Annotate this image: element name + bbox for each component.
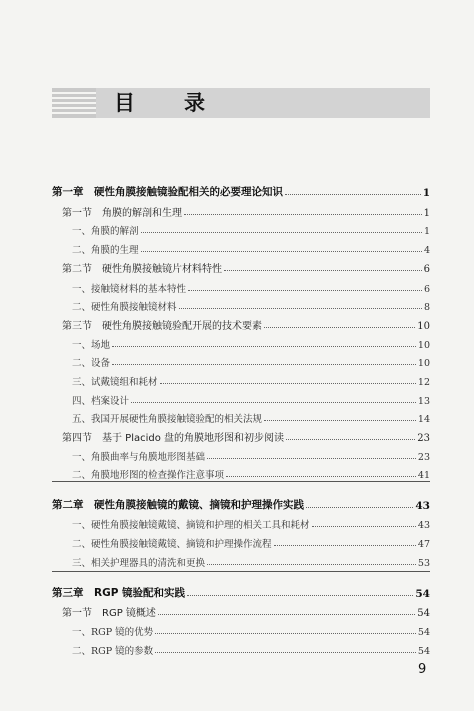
toc-entry-page: 6: [423, 284, 430, 295]
toc-entry-page: 54: [417, 627, 430, 638]
toc-item-entry: [72, 353, 430, 369]
dot-leader: [207, 458, 416, 459]
toc-item-entry: [72, 335, 430, 351]
toc-item-entry: [72, 372, 430, 388]
toc-entry-page: 1: [422, 187, 430, 199]
page-title: 目 录: [114, 90, 219, 115]
dot-leader: [179, 308, 422, 309]
toc-entry-label: 二、硬性角膜接触镜材料: [72, 302, 177, 313]
dot-leader: [160, 383, 416, 384]
toc-entry-label: 二、硬性角膜接触镜戴镜、摘镜和护理操作流程: [72, 539, 272, 550]
dot-leader: [264, 420, 416, 421]
toc-entry-page: 43: [415, 500, 430, 512]
toc-entry-page: 23: [417, 452, 430, 463]
dot-leader: [224, 270, 422, 271]
dot-leader: [286, 439, 415, 440]
page-number: 9: [418, 662, 427, 677]
dot-leader: [155, 633, 416, 634]
dot-leader: [312, 526, 416, 527]
toc-section-entry: [62, 603, 430, 619]
toc-entry-page: 12: [417, 377, 430, 388]
toc-item-entry: [72, 465, 430, 481]
toc-entry-label: 第三章 RGP 镜验配和实践: [52, 587, 186, 599]
toc-item-entry: [72, 240, 430, 256]
toc-entry-label: 一、接触镜材料的基本特性: [72, 284, 187, 295]
toc-item-entry: [72, 534, 430, 550]
toc-entry-page: 47: [417, 539, 430, 550]
dot-leader: [155, 652, 416, 653]
toc-item-entry: [72, 641, 430, 657]
toc-entry-label: 二、角膜地形图的检查操作注意事项: [72, 470, 225, 481]
dot-leader: [158, 614, 415, 615]
toc-section-entry: [62, 259, 430, 275]
dot-leader: [306, 507, 413, 508]
toc-entry-label: 二、RGP 镜的参数: [72, 646, 154, 657]
toc-entry-label: 第一章 硬性角膜接触镜验配相关的必要理论知识: [52, 186, 283, 198]
toc-entry-label: 一、硬性角膜接触镜戴镜、摘镜和护理的相关工具和耗材: [72, 520, 310, 531]
toc-entry-page: 6: [423, 264, 430, 275]
dot-leader: [207, 564, 416, 565]
dot-leader: [226, 476, 416, 477]
dot-leader: [264, 327, 415, 328]
toc-entry-label: 一、场地: [72, 340, 111, 351]
toc-item-entry: [72, 515, 430, 531]
toc-entry-page: 43: [417, 520, 430, 531]
toc-entry-label: 第四节 基于 Placido 盘的角膜地形图和初步阅读: [62, 433, 285, 444]
toc-entry-page: 54: [415, 588, 430, 600]
toc-section-entry: [62, 203, 430, 219]
dot-leader: [285, 194, 421, 195]
toc-entry-label: 二、角膜的生理: [72, 245, 139, 256]
toc-entry-page: 41: [417, 470, 430, 481]
toc-entry-label: 三、相关护理器具的清洗和更换: [72, 558, 206, 569]
toc-section-entry: [62, 316, 430, 332]
toc-entry-label: 二、设备: [72, 358, 111, 369]
toc-entry-page: 1: [423, 208, 430, 219]
toc-entry-label: 一、RGP 镜的优势: [72, 627, 154, 638]
toc-entry-label: 第一节 角膜的解剖和生理: [62, 208, 182, 219]
toc-item-entry: [72, 221, 430, 237]
toc-entry-label: 五、我国开展硬性角膜接触镜验配的相关法规: [72, 414, 263, 425]
dot-leader: [188, 290, 422, 291]
dot-leader: [184, 214, 422, 215]
toc-item-entry: [72, 297, 430, 313]
toc-entry-page: 14: [417, 414, 430, 425]
toc-entry-page: 10: [417, 340, 430, 351]
toc-entry-label: 一、角膜曲率与角膜地形图基础: [72, 452, 206, 463]
dot-leader: [112, 364, 416, 365]
toc-entry-page: 10: [417, 358, 430, 369]
toc-entry-label: 第二章 硬性角膜接触镜的戴镜、摘镜和护理操作实践: [52, 499, 304, 511]
toc-item-entry: [72, 553, 430, 569]
toc-item-entry: [72, 279, 430, 295]
toc-entry-page: 54: [417, 608, 430, 619]
toc-entry-page: 1: [423, 226, 430, 237]
dot-leader: [274, 545, 416, 546]
chapter-divider: [52, 571, 430, 572]
dot-leader: [141, 232, 422, 233]
toc-entry-page: 53: [417, 558, 430, 569]
toc-entry-label: 三、试戴镜组和耗材: [72, 377, 158, 388]
toc-entry-page: 10: [417, 321, 430, 332]
toc-entry-page: 4: [423, 245, 430, 256]
toc-entry-label: 第一节 RGP 镜概述: [62, 608, 156, 619]
toc-entry-label: 一、角膜的解剖: [72, 226, 139, 237]
toc-item-entry: [72, 447, 430, 463]
dot-leader: [131, 402, 416, 403]
toc-entry-label: 第二节 硬性角膜接触镜片材料特性: [62, 264, 222, 275]
toc-chapter-entry: [52, 584, 430, 600]
toc-entry-page: 13: [417, 396, 430, 407]
toc-item-entry: [72, 622, 430, 638]
banner-stripes-decoration: [52, 88, 96, 118]
toc-entry-label: 四、档案设计: [72, 396, 130, 407]
toc-chapter-entry: [52, 496, 430, 512]
toc-chapter-entry: [52, 183, 430, 199]
toc-entry-page: 23: [417, 433, 430, 444]
dot-leader: [112, 346, 416, 347]
toc-entry-page: 8: [423, 302, 430, 313]
toc-section-entry: [62, 428, 430, 444]
dot-leader: [187, 595, 413, 596]
dot-leader: [141, 251, 422, 252]
toc-entry-page: 54: [417, 646, 430, 657]
chapter-divider: [52, 481, 430, 482]
toc-item-entry: [72, 409, 430, 425]
toc-item-entry: [72, 391, 430, 407]
toc-entry-label: 第三节 硬性角膜接触镜验配开展的技术要素: [62, 321, 262, 332]
